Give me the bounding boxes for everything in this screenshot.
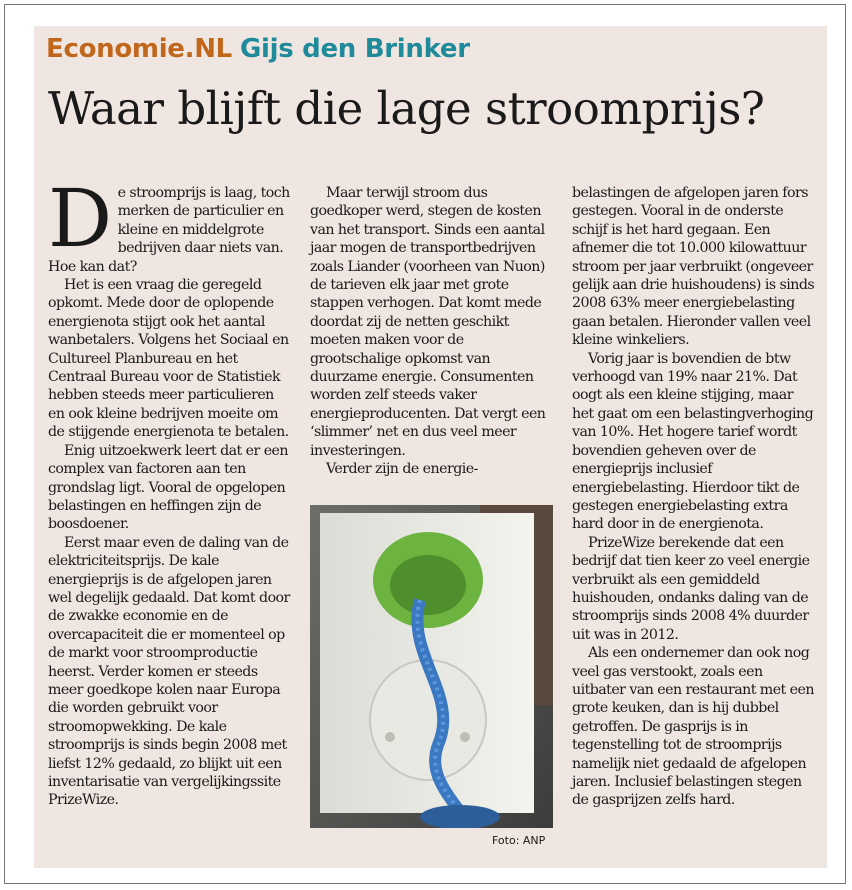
paragraph-text: e stroomprijs is laag, toch merken de particulier en kleine en middelgrote bedrijven daar niets van. Hoe kan dat? bbox=[48, 185, 290, 275]
paragraph: Eerst maar even de daling van de elektriciteitsprijs. De kale energieprijs is de afgelopen jaren wel degelijk gedaald. Dat komt door de zwakke economie en de overcapaciteit die er momenteel op de markt voor stroomproductie heerst. Verder komen er steeds meer goedkope kolen naar Europa die worden gebruikt voor stroomopwekking. De kale stroomprijs is sinds begin 2008 met liefst 12% gedaald, zo blijkt uit een inventarisatie van vergelijkingssite PrizeWize. bbox=[48, 534, 290, 809]
paragraph: Maar terwijl stroom dus goedkoper werd, stegen de kosten van het transport. Sinds een aantal jaar mogen de transportbedrijven zoals Liander (voorheen van Nuon) de tarieven elk jaar met grote stappen verhogen. Dat komt mede doordat zij de netten geschikt moeten maken voor de grootschalige opkomst van duurzame energie. Consumenten worden zelf steeds vaker energieproducenten. Dat vergt een ‘slimmer’ net en dus veel meer investeringen. bbox=[310, 185, 546, 459]
column-3 bbox=[572, 184, 816, 810]
paragraph: PrizeWize berekende dat een bedrijf dat tien keer zo veel energie verbruikt als een gemiddeld huishouden, ondanks daling van de stroomprijs sinds 2008 4% duurder uit was in 2012. bbox=[572, 534, 810, 643]
paragraph: belastingen de afgelopen jaren fors gestegen. Vooral in de onderste schijf is het hard gegaan. Een afnemer die tot 10.000 kilowattuur stroom per jaar verbruikt (ongeveer gelijk aan drie huishoudens) is sinds 2008 63% meer energiebelasting gaan betalen. Hieronder vallen veel kleine winkeliers. bbox=[572, 185, 815, 349]
article-photo bbox=[310, 505, 553, 828]
paragraph: Enig uitzoekwerk leert dat er een complex van factoren aan ten grondslag ligt. Vooral de opgelopen belastingen en heffingen zijn de boosdoener. bbox=[48, 442, 288, 533]
photo-credit: Foto: ANP bbox=[492, 834, 546, 847]
paragraph: Vorig jaar is bovendien de btw verhoogd van 19% naar 21%. Dat oogt als een kleine stijging, maar het gaat om een belastingverhoging van 10%. Het hogere tarief wordt bovendien geheven over de energieprijs inclusief energiebelasting. Hierdoor tikt de gestegen energiebelasting extra hard door in de energienota. bbox=[572, 350, 814, 533]
paragraph: Verder zijn de energie- bbox=[326, 461, 478, 478]
author-name: Gijs den Brinker bbox=[239, 34, 470, 64]
column-1 bbox=[48, 172, 292, 810]
article-kicker bbox=[46, 34, 470, 64]
column-2 bbox=[310, 184, 554, 479]
drop-cap: D bbox=[48, 172, 112, 265]
paragraph: Het is een vraag die geregeld opkomt. Mede door de oplopende energienota stijgt ook het aantal wanbetalers. Volgens het Sociaal en Cultureel Planbureau en het Centraal Bureau voor de Statistiek hebben steeds meer particulieren en ook kleine bedrijven moeite om de stijgende energienota te betalen. bbox=[48, 277, 289, 441]
paragraph bbox=[48, 172, 292, 276]
headline: Waar blijft die lage stroomprijs? bbox=[48, 82, 765, 135]
section-name: Economie.NL bbox=[46, 34, 232, 64]
paragraph: Als een ondernemer dan ook nog veel gas verstookt, zoals een uitbater van een restaurant met een grote keuken, dan is hij dubbel getroffen. De gasprijs is in tegenstelling tot de stroomprijs namelijk niet gedaald de afgelopen jaren. Inclusief belastingen stegen de gasprijzen zelfs hard. bbox=[572, 645, 814, 809]
